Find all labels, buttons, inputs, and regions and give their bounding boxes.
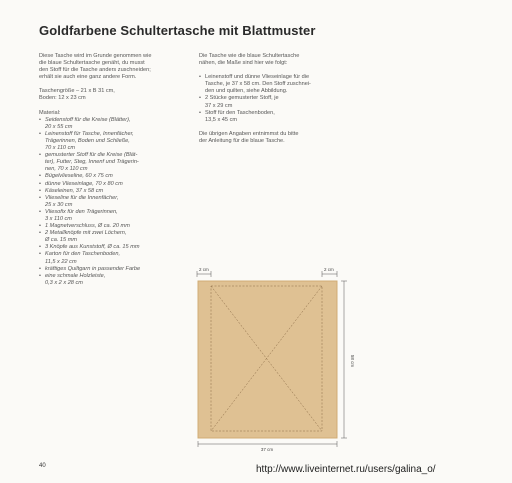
right-intro-line: Die Tasche wie die blaue Schultertasche — [199, 53, 300, 59]
intro-line: die blaue Schultertasche genäht, du musst — [39, 60, 145, 67]
material-text: • Bügelvlieseline, 60 x 75 cm — [45, 173, 113, 180]
cut-text: • Leinenstoff und dünne Vlieseinlage für die — [205, 74, 310, 81]
size-line: Boden: 12 x 23 cm — [39, 95, 86, 102]
material-text: ter), Futter, Steg, Innenf und Trägerin- — [45, 159, 139, 166]
width-dim-label: 37 cm — [260, 447, 274, 452]
cut-text: • Stoff für den Taschenboden, — [205, 109, 275, 116]
material-text: • 3 Knöpfe aus Kunststoff, Ø ca. 15 mm — [45, 244, 140, 251]
material-text: Trägerinnen, Boden und Schließe, — [45, 137, 130, 144]
material-text: Ø ca. 15 mm — [45, 237, 78, 244]
material-text: nen, 70 x 110 cm — [45, 166, 88, 173]
cut-text: den und quilten, siehe Abbildung. — [205, 88, 288, 95]
cut-text: 13,5 x 45 cm — [205, 116, 238, 123]
material-text: • Käseleinen, 37 x 58 cm — [45, 187, 104, 194]
material-text: • eine schmale Holzleiste, — [45, 272, 106, 279]
material-text: • gemusterter Stoff für die Kreise (Blät- — [45, 152, 138, 159]
cut-text: • 2 Stücke gemusterter Stoff, je — [205, 95, 279, 102]
intro-line: Diese Tasche wird im Grunde genommen wie — [39, 53, 152, 59]
material-text: 25 x 30 cm — [45, 201, 73, 208]
material-text: • Seidenstoff für die Kreise (Blätter), — [45, 116, 131, 123]
cut-text: Tasche, je 37 x 58 cm. Den Stoff zuschnei- — [205, 81, 311, 88]
material-text: • Vlieseline für die Innenfächer, — [45, 194, 119, 201]
right-outro-line: der Anleitung für die blaue Tasche. — [199, 137, 285, 144]
material-text: 0,3 x 2 x 28 cm — [45, 279, 83, 286]
material-text: • 2 Metallknöpfe mit zwei Löchern, — [45, 230, 127, 237]
material-text: 11,5 x 22 cm — [45, 258, 77, 265]
material-text: • kräftiges Quiltgarn in passender Farbe — [45, 265, 141, 272]
right-outro-line: Die übrigen Angaben entnimmst du bitte — [199, 130, 299, 137]
size-line: Taschengröße – 21 x B 31 cm, — [39, 88, 115, 95]
material-text: 70 x 110 cm — [45, 145, 76, 152]
intro-line: erhält sie auch eine ganz andere Form. — [39, 74, 137, 81]
material-text: 3 x 110 cm — [45, 215, 72, 222]
material-text: • Vliesofix für den Trägerinnen, — [45, 208, 118, 215]
top-right-dim-label: 2 cm — [324, 267, 334, 272]
material-text: • dünne Vlieseinlage, 70 x 80 cm — [45, 180, 123, 187]
material-text: • Karton für den Taschenboden, — [45, 251, 121, 258]
cut-text: 37 x 29 cm — [205, 102, 233, 109]
top-left-dim-label: 2 cm — [199, 267, 209, 272]
page-title: Goldfarbene Schultertasche mit Blattmuster — [39, 23, 316, 38]
height-dim-label: 58 cm — [350, 354, 355, 368]
watermark-url: http://www.liveinternet.ru/users/galina_o/ — [256, 464, 436, 475]
right-intro-line: nähen, die Maße sind hier wie folgt: — [199, 60, 288, 67]
page-number: 40 — [39, 463, 46, 469]
intro-line: den Stoff für die Tasche anders zuschneiden; — [39, 67, 151, 74]
material-heading: Material: — [39, 109, 61, 116]
material-text: • 1 Magnetverschluss, Ø ca. 20 mm — [45, 223, 130, 230]
material-text: 20 x 55 cm — [45, 123, 73, 130]
material-text: • Leinenstoff für Tasche, Innenfächer, — [45, 130, 134, 137]
